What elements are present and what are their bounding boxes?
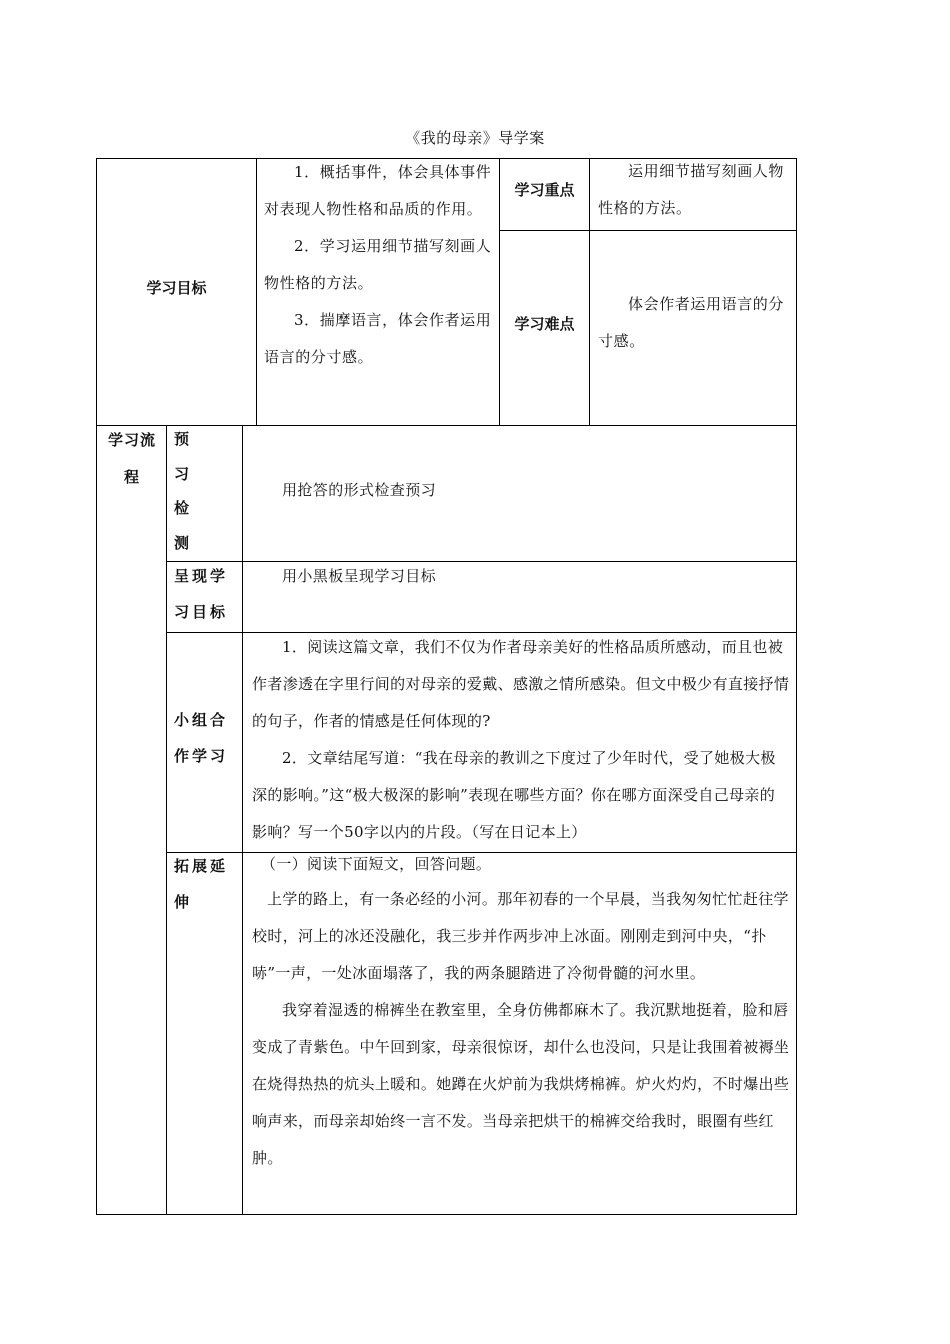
stage-label-extension: 拓展延伸	[174, 857, 229, 911]
objectives-label: 学习目标	[146, 279, 207, 297]
key-point-content: 运用细节描写刻画人物性格的方法。	[598, 162, 785, 217]
reading-paragraph: 我穿着湿透的棉裤坐在教室里，全身仿佛都麻木了。我沉默地挺着，脸和唇变成了青紫色。中午回到家，母亲很惊讶，却什么也没问，只是让我围着被褥坐在烧得热热的炕头上暖和。她蹲在火炉前为我烘烤棉裤。炉火灼灼，不时爆出些响声来，而母亲却始终一言不发。当母亲把烘干的棉裤交给我时，眼圈有些红肿。	[252, 1001, 790, 1167]
process-label: 学习流程	[107, 431, 156, 486]
objectives-list	[264, 154, 494, 376]
stage-label-present-goals: 呈现学习目标	[174, 567, 229, 621]
page-title: 《我的母亲》导学案	[405, 129, 545, 147]
reading-paragraph: 上学的路上，有一条必经的小河。那年初春的一个早晨，当我匆匆忙忙赶往学校时，河上的冰还没融化，我三步并作两步冲上冰面。刚刚走到河中央，“扑哧”一声，一处冰面塌落了，我的两条腿踏进了冷彻骨髓的河水里。	[252, 890, 789, 982]
stage-content-preview: 用抢答的形式检查预习	[282, 481, 437, 499]
stage-content-group-study	[252, 629, 790, 851]
question-paragraph: 2．文章结尾写道：“我在母亲的教训之下度过了少年时代，受了她极大极深的影响。”这“极大极深的影响”表现在哪些方面？你在哪方面深受自己母亲的影响？写一个50字以内的片段。（写在日记本上）	[252, 749, 776, 841]
objective-item: 3．揣摩语言，体会作者运用语言的分寸感。	[264, 311, 492, 366]
stage-label-group-study: 小组合作学习	[174, 711, 229, 765]
difficulty-content: 体会作者运用语言的分寸感。	[598, 295, 785, 350]
stage-content-present-goals: 用小黑板呈现学习目标	[282, 567, 437, 585]
question-paragraph: 1．阅读这篇文章，我们不仅为作者母亲美好的性格品质所感动，而且也被作者渗透在字里行间的对母亲的爱戴、感激之情所感染。但文中极少有直接抒情的句子，作者的情感是任何体现的?	[252, 638, 790, 730]
key-point-label: 学习重点	[514, 181, 575, 199]
reading-heading: （一）阅读下面短文，回答问题。	[261, 855, 492, 873]
objective-item: 2．学习运用细节描写刻画人物性格的方法。	[264, 237, 492, 292]
stage-content-extension	[252, 847, 790, 1177]
difficulty-label: 学习难点	[514, 315, 575, 333]
stage-label-preview: 预习检测	[174, 430, 190, 552]
objective-item: 1．概括事件，体会具体事件对表现人物性格和品质的作用。	[264, 163, 492, 218]
